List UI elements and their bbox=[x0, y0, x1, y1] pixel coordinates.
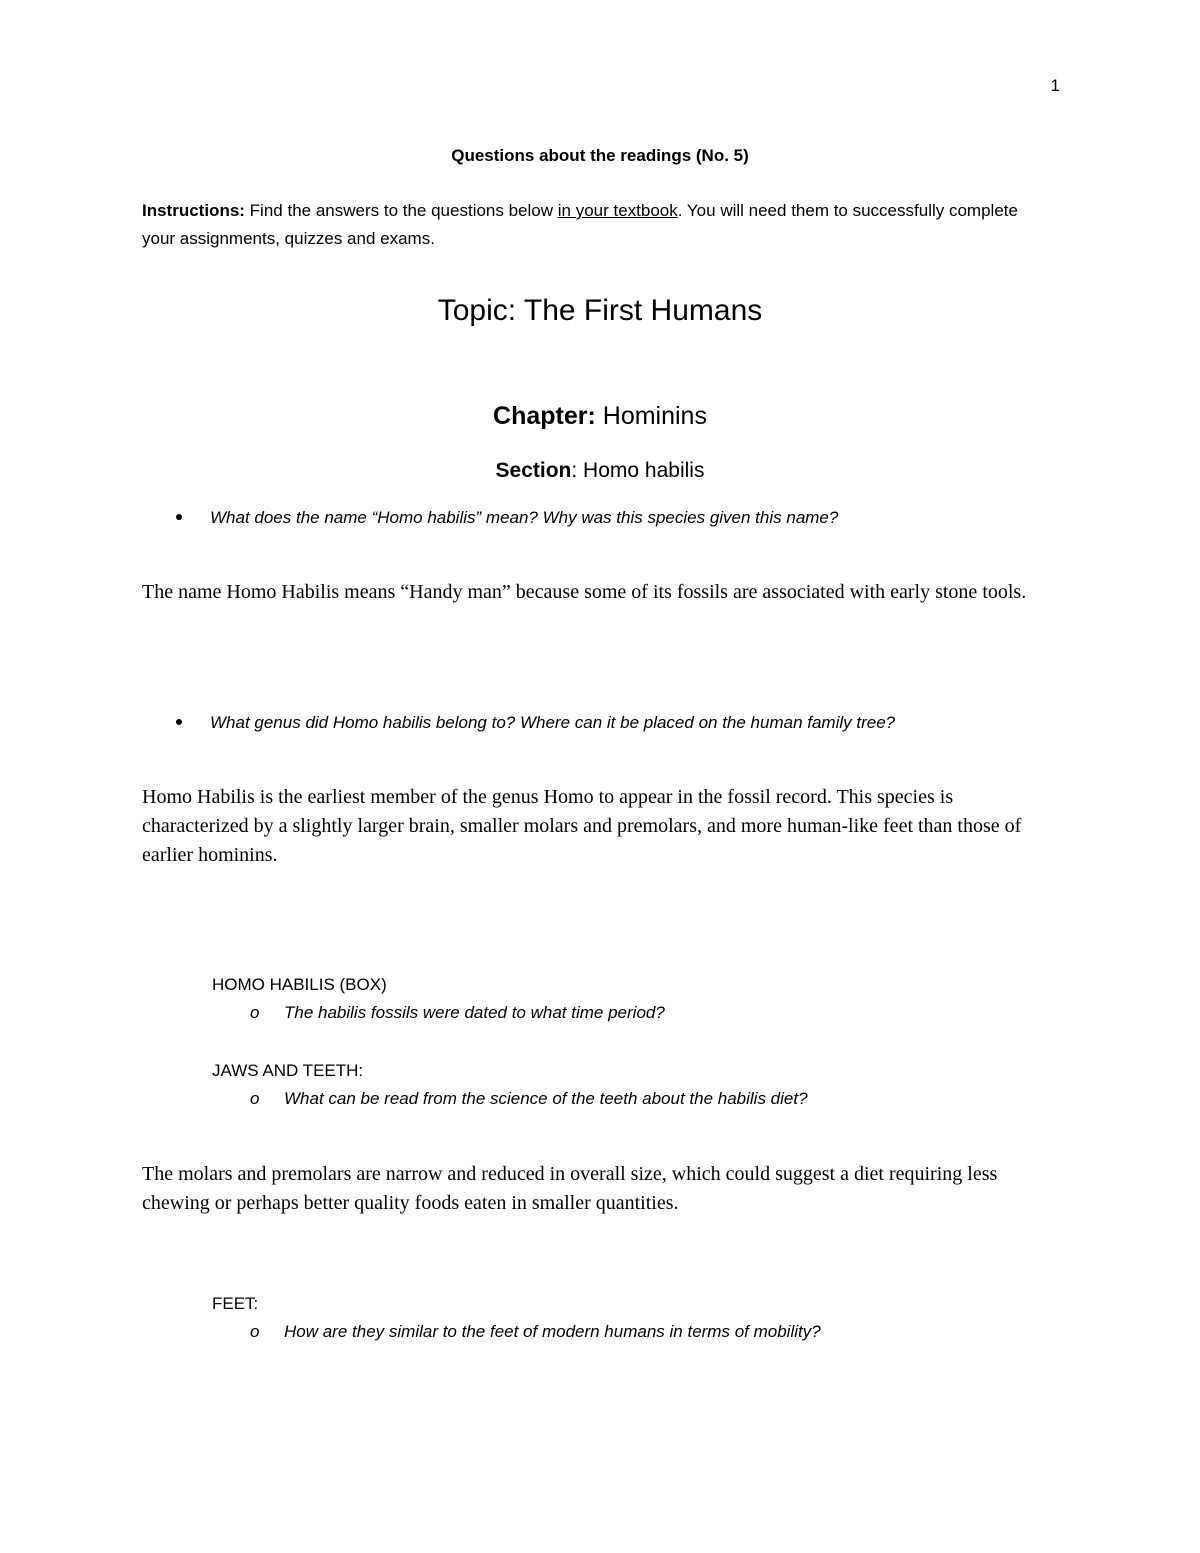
answer-2: Homo Habilis is the earliest member of the genus Homo to appear in the fossil record. This species is characterized by a slightly larger brain, smaller molars and premolars, and more human-like feet than those of earlier hominins. bbox=[142, 786, 1022, 866]
bullet-icon bbox=[176, 514, 182, 520]
instructions-text-after: . You will need them to successfully complete your assignments, quizzes and exams. bbox=[142, 201, 1018, 248]
subsection-question-jaws-text: What can be read from the science of the teeth about the habilis diet? bbox=[284, 1089, 808, 1108]
question-2-text: What genus did Homo habilis belong to? Where can it be placed on the human family tree? bbox=[210, 713, 896, 732]
topic-heading: Topic: The First Humans bbox=[437, 294, 763, 327]
subsection-heading-box: HOMO HABILIS (BOX) bbox=[212, 975, 387, 994]
chapter-heading bbox=[0, 402, 1200, 431]
page-number: 1 bbox=[1050, 76, 1060, 95]
chapter-label: Chapter: bbox=[493, 402, 596, 430]
bullet-icon bbox=[176, 719, 182, 725]
question-2 bbox=[176, 713, 895, 733]
chapter-value: Hominins bbox=[595, 402, 707, 430]
subsection-question-feet bbox=[250, 1322, 821, 1342]
instructions-text-before: Find the answers to the questions below bbox=[244, 201, 558, 220]
subsection-heading-feet: FEET: bbox=[212, 1294, 259, 1313]
section-heading bbox=[0, 459, 1200, 483]
document-title: Questions about the readings (No. 5) bbox=[451, 146, 749, 165]
subsection-question-feet-text: How are they similar to the feet of modern humans in terms of mobility? bbox=[284, 1322, 821, 1341]
circle-bullet-icon: o bbox=[250, 1003, 260, 1022]
answer-jaws: The molars and premolars are narrow and reduced in overall size, which could suggest a diet requiring less chewing or perhaps better quality foods eaten in smaller quantities. bbox=[142, 1163, 998, 1214]
circle-bullet-icon: o bbox=[250, 1089, 260, 1108]
instructions-label: Instructions: bbox=[142, 201, 245, 220]
section-label: Section bbox=[495, 459, 572, 482]
question-1 bbox=[176, 508, 838, 528]
subsection-heading-jaws: JAWS AND TEETH: bbox=[212, 1061, 364, 1080]
answer-1: The name Homo Habilis means “Handy man” because some of its fossils are associated with early stone tools. bbox=[142, 581, 1027, 603]
subsection-question-jaws bbox=[250, 1089, 808, 1109]
circle-bullet-icon: o bbox=[250, 1322, 260, 1341]
subsection-question-box bbox=[250, 1003, 665, 1023]
instructions-underlined: in your textbook bbox=[557, 201, 678, 220]
subsection-question-box-text: The habilis fossils were dated to what time period? bbox=[284, 1003, 665, 1022]
question-1-text: What does the name “Homo habilis” mean? Why was this species given this name? bbox=[210, 508, 839, 527]
instructions-paragraph bbox=[142, 197, 1042, 253]
section-value: : Homo habilis bbox=[571, 459, 705, 482]
